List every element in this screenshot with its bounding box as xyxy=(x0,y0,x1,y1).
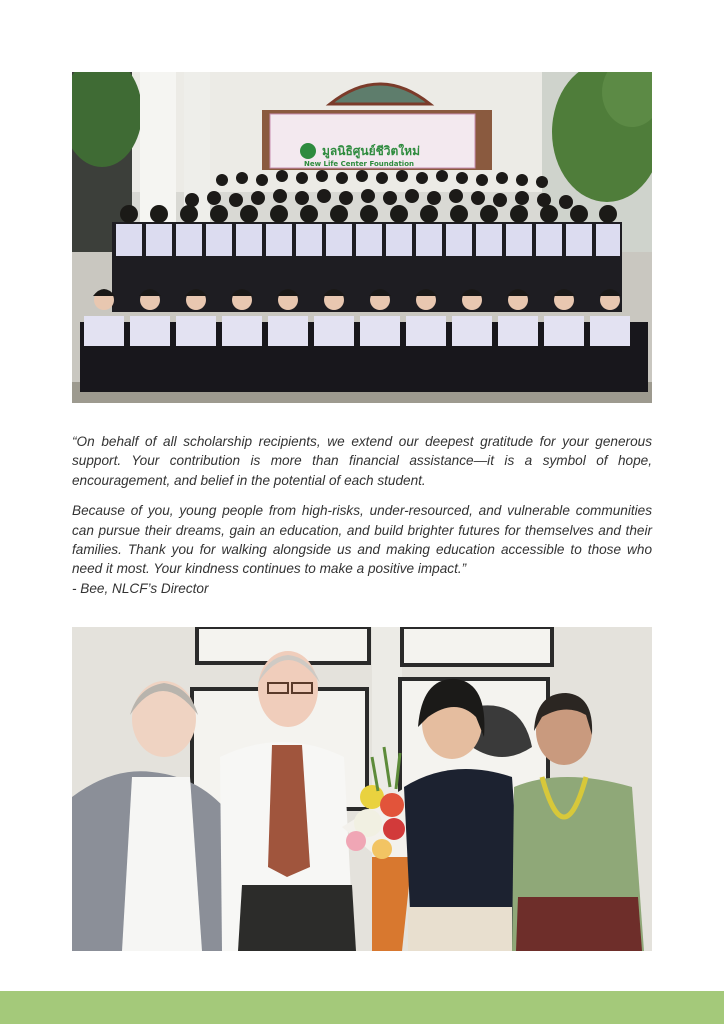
footer-bar xyxy=(0,991,724,1024)
banner-subtitle: New Life Center Foundation xyxy=(304,160,414,168)
quote-paragraph-2: Because of you, young people from high-risks, under-resourced, and vulnerable communities can pursue their dreams, gain an education, and build brighter futures for themselves and their families. Thank you for walking alongside us and making education accessible to those who need it most. Your kindness continues to make a positive impact.” xyxy=(72,503,652,577)
quote-paragraph-1: “On behalf of all scholarship recipients, we extend our deepest gratitude for your generous support. Your contribution is more than financial assistance—it is a symbol of hope, encouragement, and belief in the potential of each student. xyxy=(72,434,652,488)
presentation-photo xyxy=(72,627,652,951)
director-quote xyxy=(72,432,652,598)
quote-attribution: - Bee, NLCF’s Director xyxy=(72,580,209,596)
banner-title: มูลนิธิศูนย์ชีวิตใหม่ xyxy=(322,144,420,158)
group-photo xyxy=(72,72,652,403)
